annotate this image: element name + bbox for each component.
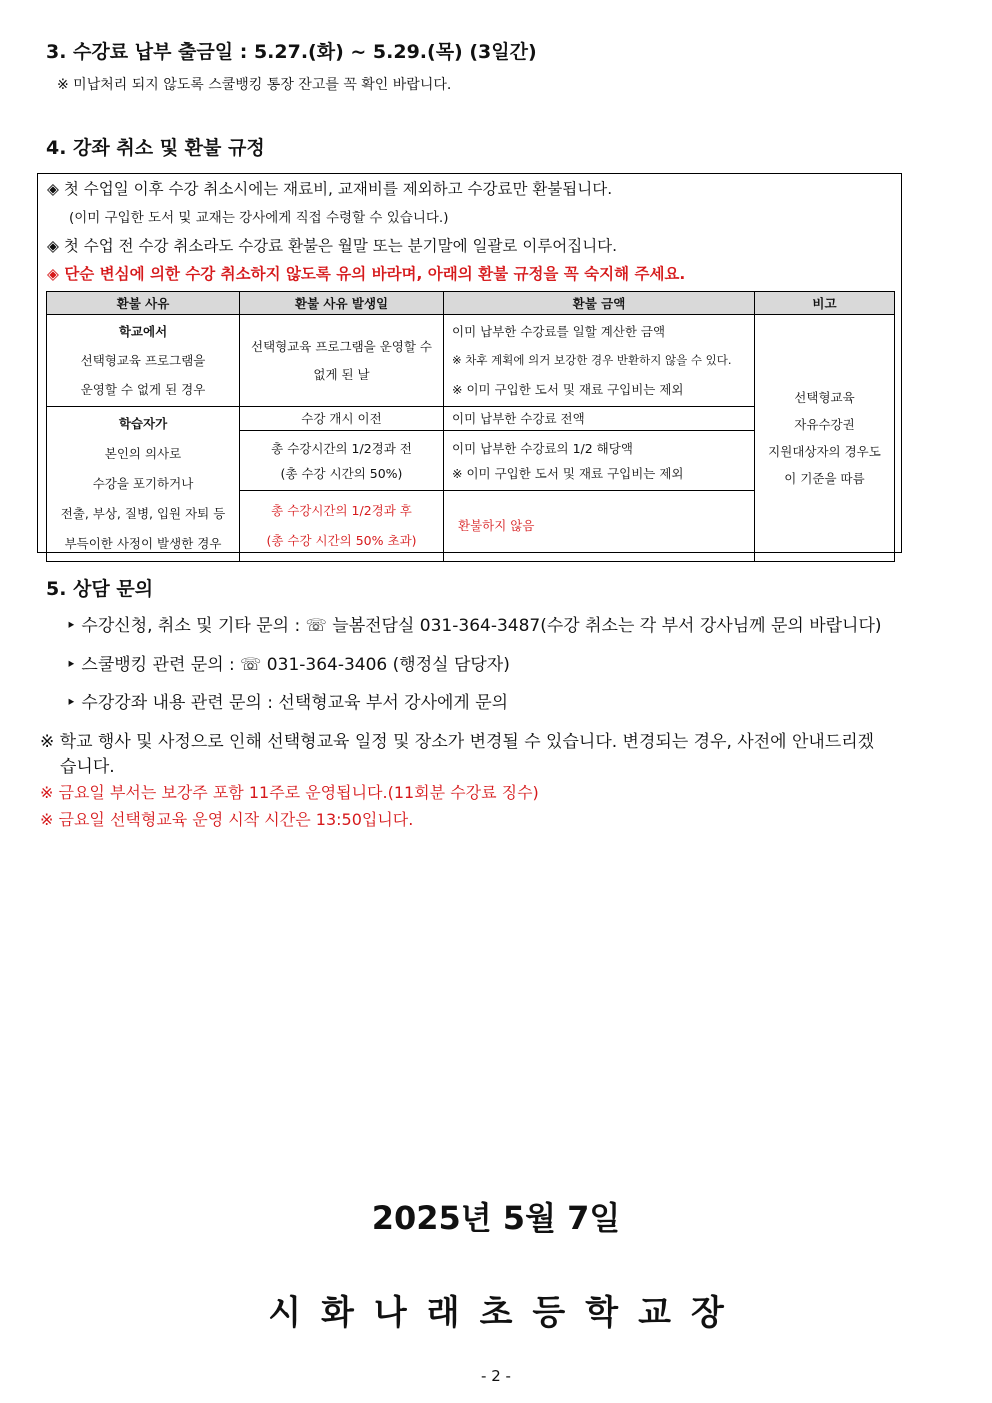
contact-item-1: ‣ 수강신청, 취소 및 기타 문의 : ☏ 늘봄전담실 031-364-3487(수강 취소는 각 부서 강사님께 문의 바랍니다) (66, 616, 882, 636)
over-date-line: 총 수강시간의 1/2경과 후 (271, 503, 412, 519)
before-amount-cell: 이미 납부한 수강료 전액 (444, 407, 755, 431)
remark-line: 자유수강권 (794, 417, 855, 432)
half-amount-cell (444, 431, 755, 491)
section3-heading: 3. 수강료 납부 출금일 : 5.27.(화) ~ 5.29.(목) (3일간) (46, 41, 537, 63)
policy-bullet-1: ◈ 첫 수업일 이후 수강 취소시에는 재료비, 교재비를 제외하고 수강료만 환불됩니다. (47, 180, 613, 198)
note-schedule-change-cont: 습니다. (60, 757, 115, 777)
note-friday-weeks: ※ 금요일 부서는 보강주 포함 11주로 운영됩니다.(11회분 수강료 징수) (40, 783, 539, 802)
over-date-line: (총 수강 시간의 50% 초과) (266, 533, 417, 549)
school-date-line: 없게 된 날 (313, 366, 370, 382)
school-principal: 시화나래초등학교장 (268, 1293, 744, 1333)
policy-bullet-2: ◈ 첫 수업 전 수강 취소라도 수강료 환불은 월말 또는 분기말에 일괄로 이루어집니다. (47, 237, 618, 255)
student-reason-line: 부득이한 사정이 발생한 경우 (64, 536, 222, 551)
student-reason-line: 전출, 부상, 질병, 입원 자퇴 등 (60, 506, 226, 521)
refund-policy-box (37, 173, 902, 553)
half-date-line: 총 수강시간의 1/2경과 전 (271, 440, 412, 456)
over-date-cell (240, 491, 444, 562)
refund-table (46, 291, 895, 562)
policy-bullet-1-sub: (이미 구입한 도서 및 교재는 강사에게 직접 수령할 수 있습니다.) (69, 210, 449, 226)
section5-heading: 5. 상담 문의 (46, 578, 154, 600)
section3-note: ※ 미납처리 되지 않도록 스쿨뱅킹 통장 잔고를 꼭 확인 바랍니다. (57, 77, 452, 93)
before-date-cell: 수강 개시 이전 (240, 407, 444, 431)
school-amount-line: 이미 납부한 수강료를 일할 계산한 금액 (452, 324, 666, 339)
policy-bullet-3: ◈ 단순 변심에 의한 수강 취소하지 않도록 유의 바라며, 아래의 환불 규정을 꼭 숙지해 주세요. (47, 265, 686, 283)
half-date-line: (총 수강 시간의 50%) (280, 465, 403, 481)
table-header-row (47, 292, 895, 315)
table-row (47, 315, 895, 407)
half-amount-line: 이미 납부한 수강료의 1/2 해당액 (452, 440, 633, 456)
student-reason-line: 본인의 의사로 (104, 446, 182, 461)
school-reason-line: 선택형교육 프로그램을 (80, 353, 206, 368)
school-reason-cell (47, 315, 240, 407)
header-amount: 환불 금액 (444, 292, 755, 315)
school-date-cell (240, 315, 444, 407)
header-date: 환불 사유 발생일 (240, 292, 444, 315)
note-schedule-change: ※ 학교 행사 및 사정으로 인해 선택형교육 일정 및 장소가 변경될 수 있습니다. 변경되는 경우, 사전에 안내드리겠 (40, 732, 875, 752)
note-friday-start-time: ※ 금요일 선택형교육 운영 시작 시간은 13:50입니다. (40, 810, 414, 829)
school-reason-line: 운영할 수 없게 된 경우 (80, 382, 206, 397)
student-reason-line: 학습자가 (118, 416, 168, 431)
header-reason: 환불 사유 (47, 292, 240, 315)
school-date-line: 선택형교육 프로그램을 운영할 수 (251, 338, 432, 354)
school-amount-line: ※ 이미 구입한 도서 및 재료 구입비는 제외 (452, 382, 684, 397)
remark-line: 지원대상자의 경우도 (768, 444, 881, 459)
page-number: - 2 - (481, 1367, 511, 1385)
over-amount-cell: 환불하지 않음 (444, 491, 755, 562)
header-remark: 비고 (755, 292, 895, 315)
school-reason-line: 학교에서 (118, 324, 168, 339)
school-amount-cell (444, 315, 755, 407)
half-date-cell (240, 431, 444, 491)
student-reason-cell (47, 407, 240, 562)
remark-cell (755, 315, 895, 562)
school-amount-line: ※ 차후 계획에 의거 보강한 경우 반환하지 않을 수 있다. (452, 353, 732, 367)
contact-item-2: ‣ 스쿨뱅킹 관련 문의 : ☏ 031-364-3406 (행정실 담당자) (66, 655, 510, 675)
remark-line: 이 기준을 따름 (784, 471, 865, 486)
remark-line: 선택형교육 (794, 390, 855, 405)
document-date: 2025년 5월 7일 (371, 1199, 621, 1237)
section4-heading: 4. 강좌 취소 및 환불 규정 (46, 137, 265, 159)
half-amount-line: ※ 이미 구입한 도서 및 재료 구입비는 제외 (452, 465, 684, 481)
contact-item-3: ‣ 수강강좌 내용 관련 문의 : 선택형교육 부서 강사에게 문의 (66, 693, 509, 713)
student-reason-line: 수강을 포기하거나 (92, 476, 194, 491)
